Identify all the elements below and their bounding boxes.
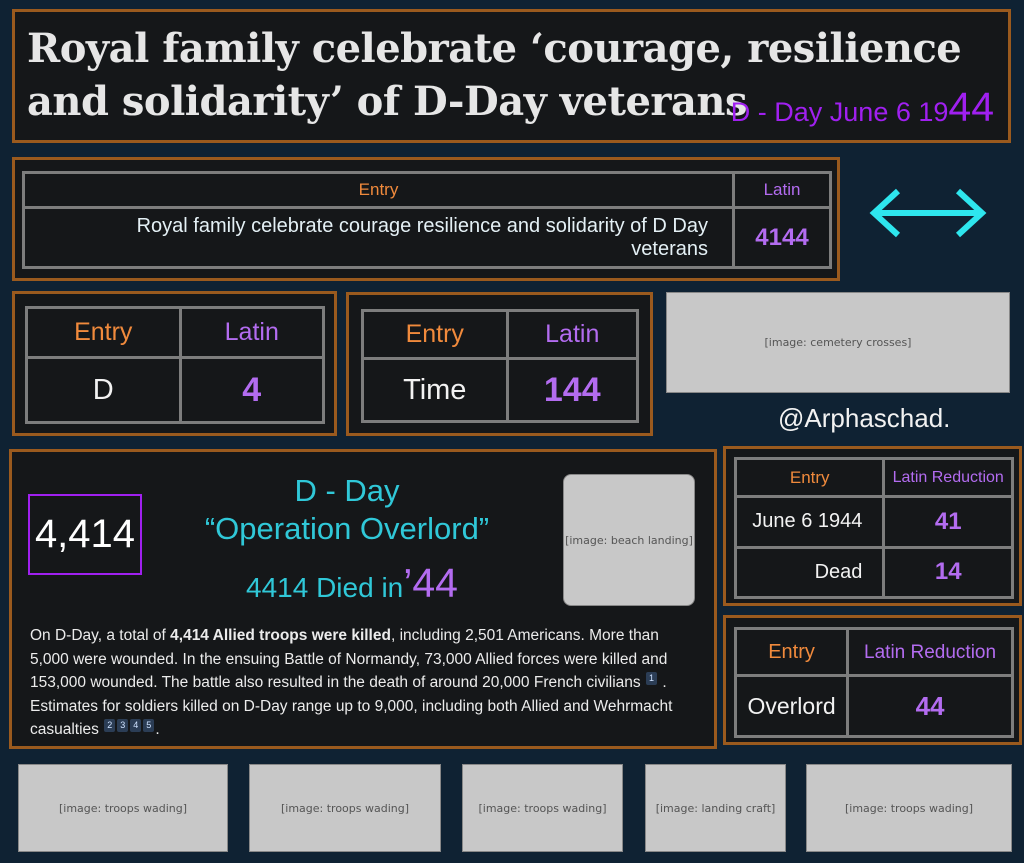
citation-link[interactable]: 4: [130, 719, 141, 732]
col-entry-header: Entry: [736, 629, 848, 676]
col-latin-header: Latin: [734, 173, 831, 208]
landing-photo-3: [image: troops wading]: [462, 764, 623, 852]
entry-overlord: Overlord: [736, 676, 848, 737]
dday-date-label: [731, 84, 994, 131]
entry-d: D: [27, 358, 181, 423]
para-text-2: , including 2,501 Americans. More than 5,000 were wounded. In the ensuing Battle of Normandy, 73,000 Allied forces were killed and 153,000 wounded. The battle also resulted in the death of around 20,000 French civilians: [30, 627, 668, 691]
entry-date: June 6 1944: [736, 497, 884, 547]
cemetery-crosses-photo: [image: cemetery crosses]: [666, 292, 1010, 393]
reduction-value-dead: 14: [884, 547, 1013, 597]
entry-time: Time: [363, 359, 508, 422]
col-latin-header: Latin: [507, 311, 637, 359]
para-end: .: [155, 721, 160, 738]
citation-link[interactable]: 1: [646, 672, 657, 685]
overlord-reduction-table: [734, 627, 1014, 738]
dday-info-panel: [9, 449, 717, 749]
citation-link[interactable]: 5: [143, 719, 154, 732]
col-entry-header: Entry: [363, 311, 508, 359]
main-gematria-panel: [12, 157, 840, 281]
para-text-1: On D-Day, a total of: [30, 627, 171, 644]
author-handle: @Arphaschad.: [778, 403, 951, 433]
d-gematria-table: [25, 306, 325, 424]
double-headed-arrow-icon: [864, 183, 992, 243]
landing-photo-5: [image: troops wading]: [806, 764, 1012, 852]
citation-link[interactable]: 2: [104, 719, 115, 732]
headline: Royal family celebrate ‘courage, resilience and solidarity’ of D-Day veterans: [27, 25, 962, 125]
date-reduction-panel: [723, 446, 1022, 606]
death-count-badge: 4,414: [28, 494, 142, 575]
died-text: 4414 Died in: [246, 572, 404, 603]
date-reduction-table: [734, 457, 1014, 599]
died-year: ’44: [403, 560, 458, 606]
dday-title-line1: D - Day: [294, 473, 400, 508]
landing-photo-1: [image: troops wading]: [18, 764, 228, 852]
overlord-reduction-panel: [723, 615, 1022, 745]
para-bold: 4,414 Allied troops were killed: [170, 627, 391, 644]
time-gematria-table: [361, 309, 639, 423]
landing-photo-4: [image: landing craft]: [645, 764, 786, 852]
col-entry-header: Entry: [24, 173, 734, 208]
normandy-landing-photo: [image: beach landing]: [563, 474, 695, 606]
reduction-value-overlord: 44: [848, 676, 1013, 737]
col-entry-header: Entry: [27, 308, 181, 358]
entry-dead: Dead: [736, 547, 884, 597]
col-latin-header: Latin: [180, 308, 323, 358]
col-latin-reduction-header: Latin Reduction: [884, 459, 1013, 497]
main-gematria-table: [22, 171, 832, 269]
col-entry-header: Entry: [736, 459, 884, 497]
dday-title: [182, 472, 512, 548]
citation-link[interactable]: 3: [117, 719, 128, 732]
latin-value: 4144: [734, 208, 831, 268]
latin-value-d: 4: [180, 358, 323, 423]
casualties-paragraph: [30, 624, 700, 742]
time-gematria-panel: [346, 292, 653, 436]
reduction-value-date: 41: [884, 497, 1013, 547]
date-prefix: D - Day June 6 19: [730, 97, 949, 127]
entry-phrase: Royal family celebrate courage resilience and solidarity of D Day veterans: [24, 208, 734, 268]
d-gematria-panel: [12, 291, 337, 436]
landing-photo-2: [image: troops wading]: [249, 764, 441, 852]
date-suffix: 44: [948, 84, 994, 130]
headline-panel: [12, 9, 1011, 143]
latin-value-time: 144: [507, 359, 637, 422]
dday-title-line2: “Operation Overlord”: [204, 511, 490, 546]
died-line: [222, 560, 482, 607]
para-text-3: . Estimates for soldiers killed on D-Day range up to 9,000, including both Allied and Wehrmacht casualties: [30, 674, 673, 738]
col-latin-reduction-header: Latin Reduction: [848, 629, 1013, 676]
